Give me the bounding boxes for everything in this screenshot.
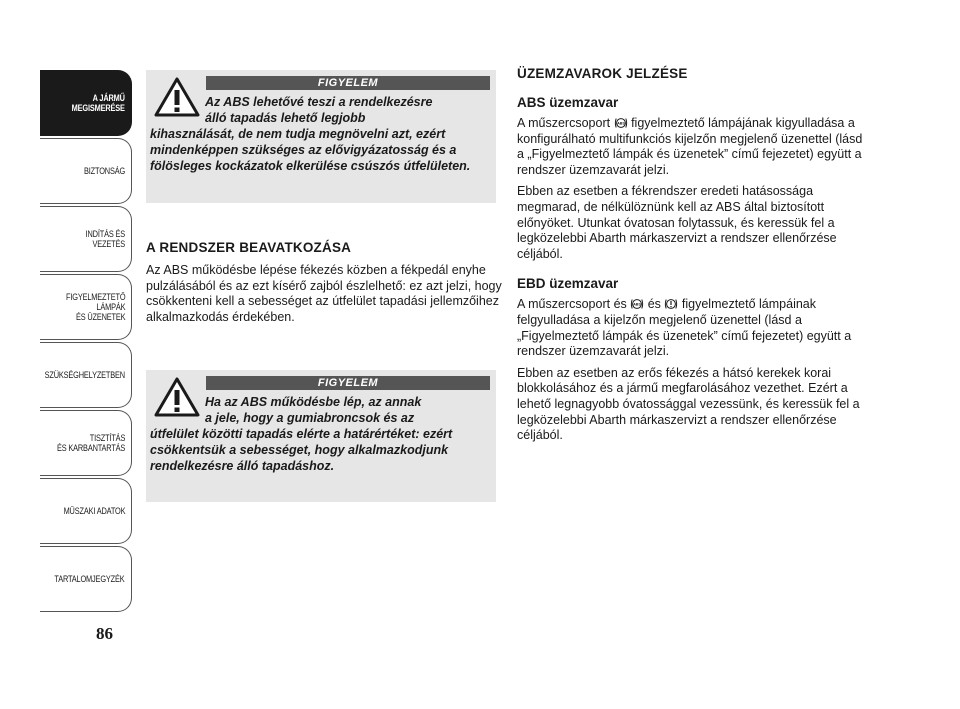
tab-label: A JÁRMŰ MEGISMERÉSE [71, 93, 125, 113]
abs-lamp-icon [614, 117, 628, 129]
tab-label: FIGYELMEZTETŐ LÁMPÁK ÉS ÜZENETEK [65, 292, 125, 322]
svg-text:ABS: ABS [616, 121, 625, 126]
tab-biztonsag[interactable] [40, 138, 132, 204]
tab-a-jarmu-megismerese[interactable] [40, 70, 132, 136]
warning-text [150, 394, 492, 474]
svg-text:ABS: ABS [633, 302, 642, 307]
warning-rest: kihasználását, de nem tudja megnövelni azt, ezért mindenképpen szükséges az elővigyázatosság és a fölösleges kockázatok elkerülése csúszós útfelületen. [150, 127, 471, 173]
chapter-tabs [40, 70, 132, 614]
warning-rest: útfelület közötti tapadás elérte a határértéket: ezért csökkentsük a sebességet, hogy alkalmazkodjunk rendelkezésre álló tapadáshoz. [150, 427, 453, 473]
ebd-paragraph-2: Ebben az esetben az erős fékezés a hátsó kerekek korai blokkolásához és a jármű megfarolásához vezethet. Ezért a lehető legnagyobb óvatossággal vezessünk, és keressük fel a legközelebbi Abarth márkaszervizt a rendszer ellenőrzése céljából. [517, 365, 860, 443]
section-uzemzavarok [517, 66, 872, 450]
ebd-p1-end: figyelmeztető lámpáinak felgyulladása a kijelzőn megjelenő üzenettel (lásd a „Figyelmeztető lámpák és üzenetek” című fejezetet) együtt a rendszer üzemzavarát jelzi. [517, 297, 852, 359]
warning-header: FIGYELEM [206, 376, 490, 390]
abs-paragraph-2: Ebben az esetben a fékrendszer eredeti hatásossága megmarad, de nélkülöznünk kell az ABS által biztosított előnyöket. Utunkat óvatosan folytassuk, és keressük fel a legközelebbi Abarth márkaszervizt a rendszer ellenőrzése céljából. [517, 184, 837, 261]
page-number: 86 [96, 624, 113, 643]
warning-box-1 [146, 70, 496, 203]
ebd-title: EBD üzemzavar [517, 276, 619, 292]
section-rendszer-beavatkozasa [146, 240, 502, 331]
tab-muszaki-adatok[interactable] [40, 478, 132, 544]
section-title: ÜZEMZAVAROK JELZÉSE [517, 66, 688, 81]
abs-title: ABS üzemzavar [517, 95, 619, 110]
tab-label: INDÍTÁS ÉS VEZETÉS [85, 229, 125, 249]
warning-line: álló tapadás lehető legjobb [205, 111, 366, 125]
ebd-paragraph-1 [517, 297, 872, 359]
tab-inditas-es-vezetes[interactable] [40, 206, 132, 272]
brake-lamp-icon [664, 298, 678, 310]
warning-line: a jele, hogy a gumiabroncsok és az [205, 411, 415, 425]
tab-szukseghelyzetben[interactable] [40, 342, 132, 408]
ebd-p1-and: és [647, 297, 661, 312]
tab-label: BIZTONSÁG [83, 166, 125, 176]
abs-p1-end: figyelmeztető lámpájának kigyulladása a konfigurálható multifunkciós kijelzőn megjelenő üzenettel (lásd a „Figyelmeztető lámpák és üzenetek” című fejezetet) együtt a rendszer üzemzavarát jelzi. [517, 116, 863, 177]
warning-line: Az ABS lehetővé teszi a rendelkezésre [205, 95, 433, 109]
section-title: A RENDSZER BEAVATKOZÁSA [146, 240, 352, 255]
warning-header: FIGYELEM [206, 76, 490, 90]
warning-line: Ha az ABS működésbe lép, az annak [205, 395, 422, 409]
abs-lamp-icon [630, 298, 644, 310]
tab-label: SZÜKSÉGHELYZETBEN [44, 370, 125, 380]
tab-label: MŰSZAKI ADATOK [63, 506, 125, 516]
section-body: Az ABS működésbe lépése fékezés közben a fékpedál enyhe pulzálásából és az ezt kísérő zajból észlelhető: ez azt jelzi, hogy csökkenteni kell a sebességet az útfelület tapadási jellemzőihez alkalmazkodás érdekében. [146, 263, 502, 324]
tab-tartalomjegyzek[interactable] [40, 546, 132, 612]
tab-label: TARTALOMJEGYZÉK [54, 574, 125, 584]
abs-paragraph-1 [517, 116, 872, 178]
tab-label: TISZTÍTÁS ÉS KARBANTARTÁS [56, 433, 125, 453]
tab-figyelmezteto-lampak[interactable] [40, 274, 132, 340]
abs-p1-start: A műszercsoport [517, 116, 611, 130]
warning-text [150, 94, 492, 174]
ebd-p1-start: A műszercsoport és [517, 297, 627, 312]
tab-tisztitas-es-karbantartas[interactable] [40, 410, 132, 476]
warning-box-2 [146, 370, 496, 502]
